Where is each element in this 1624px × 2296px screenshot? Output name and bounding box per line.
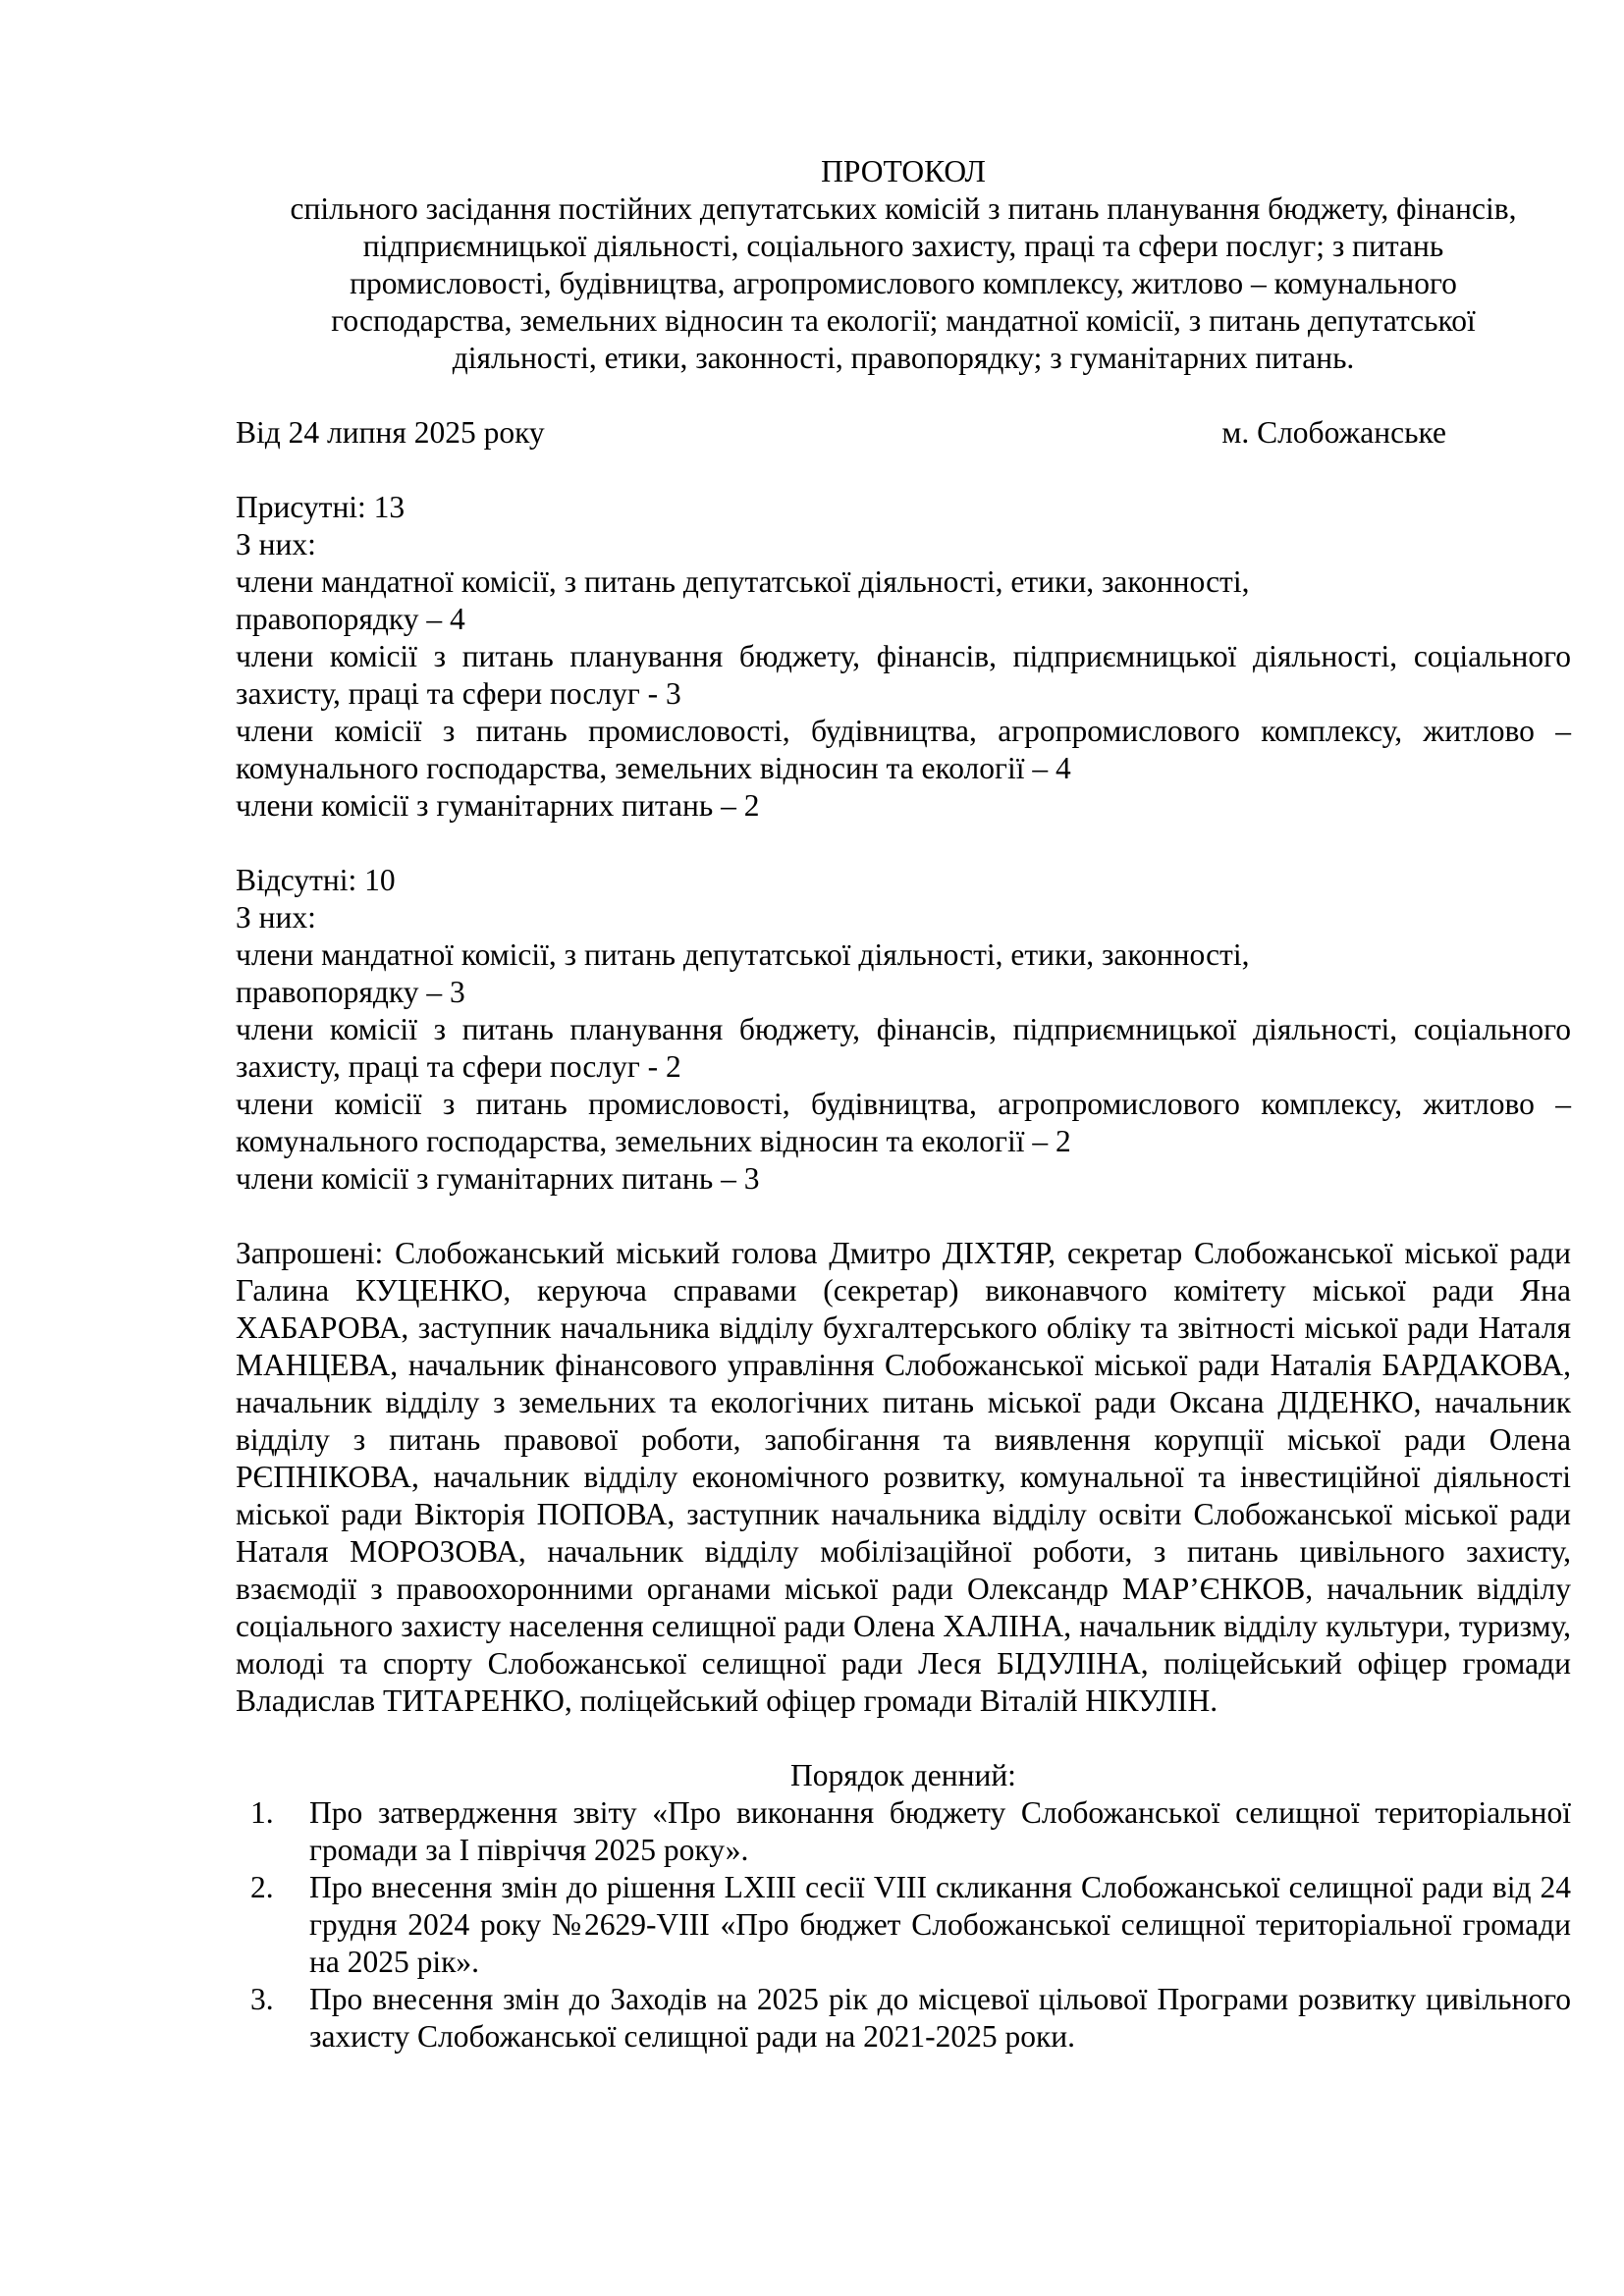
meeting-date: Від 24 липня 2025 року: [236, 415, 545, 450]
agenda-item-number: 2.: [250, 1870, 274, 1904]
present-line: члени комісії з питань планування бюджету, фінансів, підприємницької діяльності, соціального захисту, праці та сфери послуг - 3: [236, 639, 1571, 711]
date-place-row: [236, 414, 1446, 452]
present-of-them: З них:: [236, 527, 316, 561]
agenda-item: [236, 1869, 1571, 1981]
absent-line: члени комісії з питань промисловості, будівництва, агропромислового комплексу, житлово – комунального господарства, земельних відносин та екології – 2: [236, 1087, 1571, 1158]
present-section: [236, 489, 1571, 825]
absent-line: правопорядку – 3: [236, 975, 465, 1009]
subtitle-line: діяльності, етики, законності, правопорядку; з гуманітарних питань.: [452, 341, 1355, 375]
agenda-item-text: Про внесення змін до рішення LXIII сесії VIII скликання Слобожанської селищної ради від 24 грудня 2024 року №2629-VIII «Про бюджет Слобожанської селищної територіальної громади на 2025 рік».: [309, 1870, 1571, 1979]
absent-header: Відсутні: 10: [236, 863, 396, 897]
absent-section: [236, 862, 1571, 1198]
absent-of-them: З них:: [236, 900, 316, 934]
absent-line: члени комісії з питань планування бюджету, фінансів, підприємницької діяльності, соціального захисту, праці та сфери послуг - 2: [236, 1012, 1571, 1084]
agenda-item-number: 1.: [250, 1795, 274, 1830]
subtitle-line: господарства, земельних відносин та екології; мандатної комісії, з питань депутатської: [331, 303, 1476, 338]
present-line: правопорядку – 4: [236, 602, 465, 636]
subtitle-line: спільного засідання постійних депутатських комісій з питань планування бюджету, фінансів,: [290, 191, 1517, 226]
subtitle-line: промисловості, будівництва, агропромислового комплексу, житлово – комунального: [350, 266, 1457, 300]
absent-line: члени комісії з гуманітарних питань – 3: [236, 1161, 760, 1196]
subtitle-line: підприємницької діяльності, соціального захисту, праці та сфери послуг; з питань: [362, 229, 1444, 263]
agenda-item-text: Про затвердження звіту «Про виконання бюджету Слобожанської селищної територіальної громади за І півріччя 2025 року».: [309, 1795, 1571, 1867]
present-line: члени комісії з гуманітарних питань – 2: [236, 788, 760, 823]
agenda-item-text: Про внесення змін до Заходів на 2025 рік до місцевої цільової Програми розвитку цивільного захисту Слобожанської селищної ради на 2021-2025 роки.: [309, 1982, 1571, 2054]
present-header: Присутні: 13: [236, 490, 406, 524]
document-title: ПРОТОКОЛ: [821, 154, 986, 188]
invited-paragraph: Запрошені: Слобожанський міський голова Дмитро ДІХТЯР, секретар Слобожанської міської ради Галина КУЦЕНКО, керуюча справами (секретар) виконавчого комітету міської ради Яна ХАБАРОВА, заступник начальника відділу бухгалтерського обліку та звітності міської ради Наталя МАНЦЕВА, начальник фінансового управління Слобожанської міської ради Наталія БАРДАКОВА, начальник відділу з земельних та екологічних питань міської ради Оксана ДІДЕНКО, начальник відділу з питань правової роботи, запобігання та виявлення корупції міської ради Олена РЄПНІКОВА, начальник відділу економічного розвитку, комунальної та інвестиційної діяльності міської ради Вікторія ПОПОВА, заступник начальника відділу освіти Слобожанської міської ради Наталя МОРОЗОВА, начальник відділу мобілізаційної роботи, з питань цивільного захисту, взаємодії з правоохоронними органами міської ради Олександр МАР’ЄНКОВ, начальник відділу соціального захисту населення селищної ради Олена ХАЛІНА, начальник відділу культури, туризму, молоді та спорту Слобожанської селищної ради Леся БІДУЛІНА, поліцейський офіцер громади Владислав ТИТАРЕНКО, поліцейський офіцер громади Віталій НІКУЛІН.: [236, 1236, 1571, 1718]
meeting-place: м. Слобожанське: [1221, 415, 1446, 450]
agenda-list: [236, 1794, 1571, 2056]
document-header: [226, 153, 1581, 377]
absent-line: члени мандатної комісії, з питань депутатської діяльності, етики, законності,: [236, 937, 1250, 972]
protocol-document: [236, 153, 1571, 2056]
present-line: члени мандатної комісії, з питань депутатської діяльності, етики, законності,: [236, 564, 1250, 599]
invited-section: [236, 1235, 1571, 1720]
present-line: члени комісії з питань промисловості, будівництва, агропромислового комплексу, житлово – комунального господарства, земельних відносин та екології – 4: [236, 714, 1571, 785]
agenda-item: [236, 1794, 1571, 1869]
agenda-title: Порядок денний:: [790, 1758, 1016, 1792]
agenda-item: [236, 1981, 1571, 2056]
agenda-item-number: 3.: [250, 1982, 274, 2016]
